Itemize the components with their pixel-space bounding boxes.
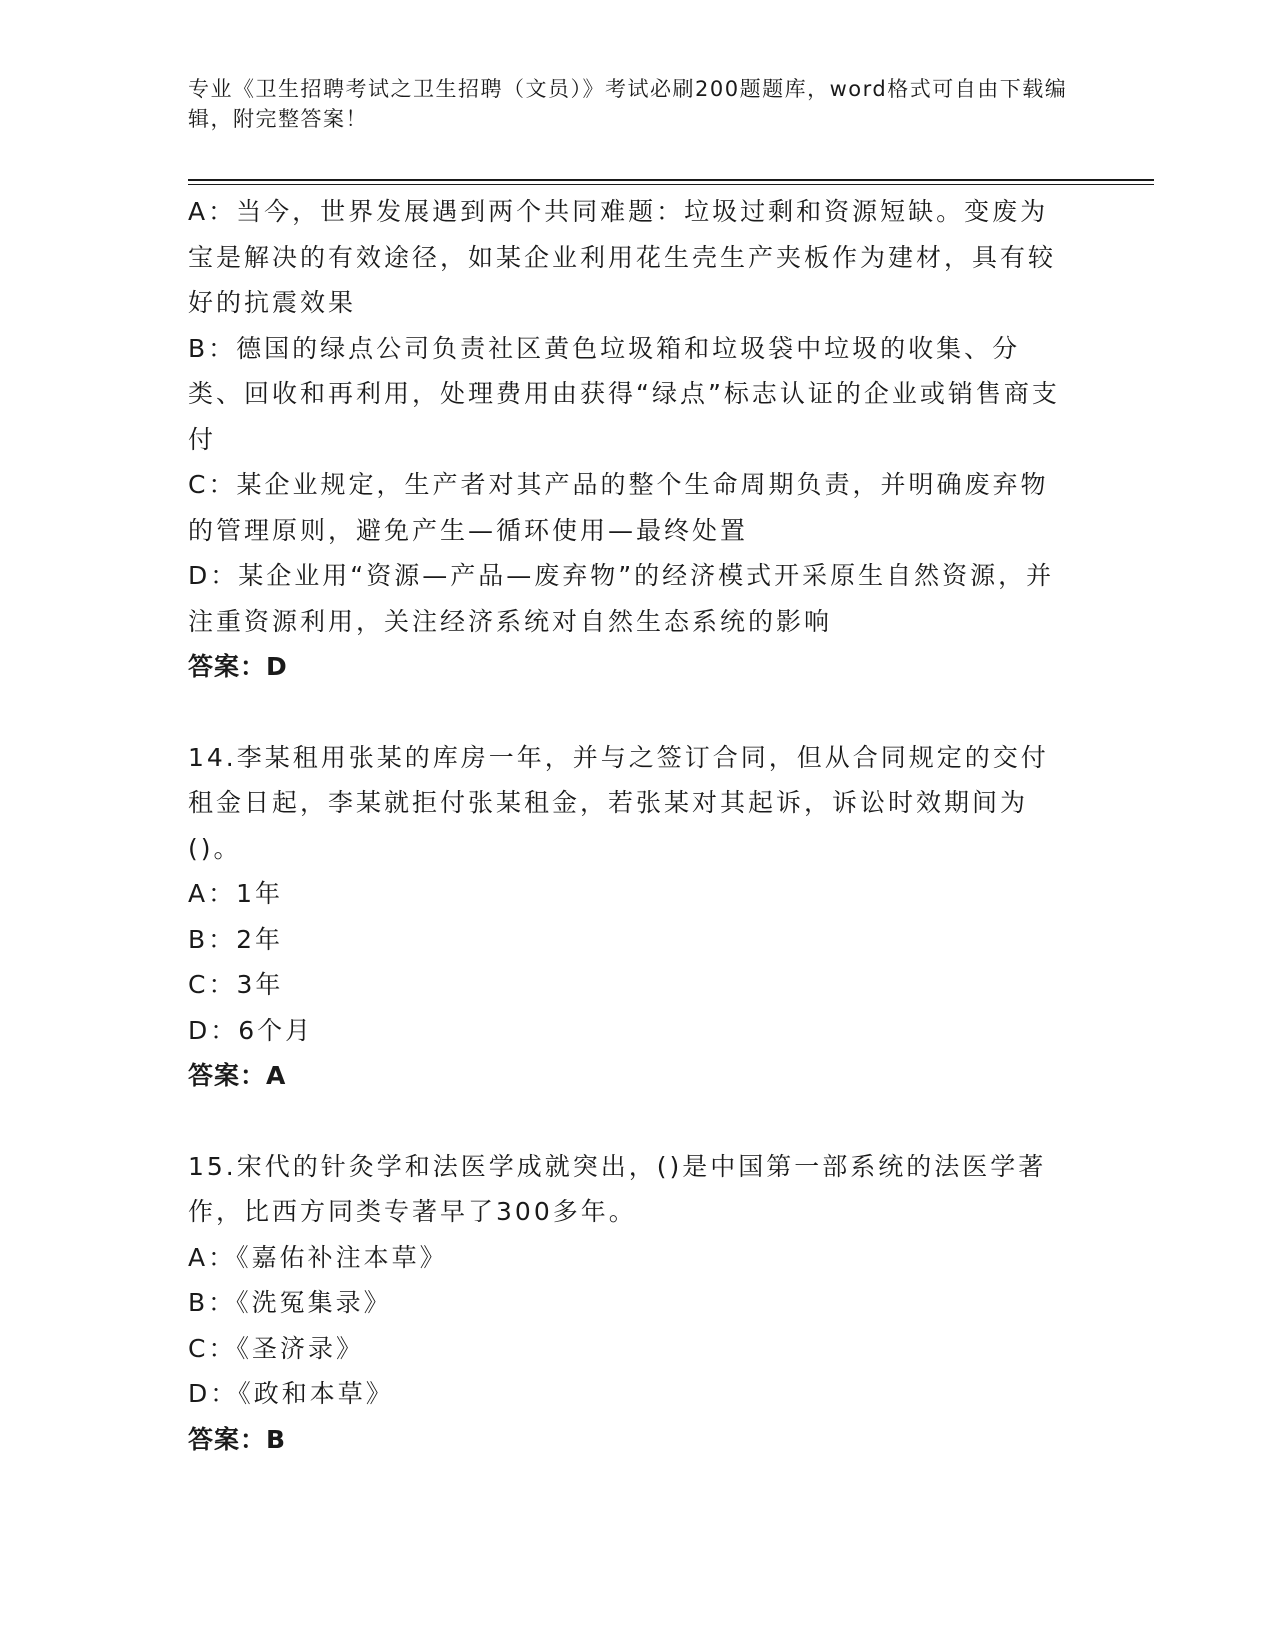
question-stem: 14.李某租用张某的库房一年，并与之签订合同，但从合同规定的交付租金日起，李某就拒付张某租金，若张某对其起诉，诉讼时效期间为()。 — [188, 742, 1049, 863]
header-rule-thick — [188, 179, 1154, 181]
question-stem: 15.宋代的针灸学和法医学成就突出，()是中国第一部系统的法医学著作，比西方同类专著早了300多年。 — [188, 1151, 1047, 1226]
option-c: C：某企业规定，生产者对其产品的整个生命周期负责，并明确废弃物的管理原则，避免产生—循环使用—最终处置 — [188, 470, 1049, 545]
option-d: D：某企业用“资源—产品—废弃物”的经济模式开采原生自然资源，并注重资源利用，关注经济系统对自然生态系统的影响 — [188, 561, 1055, 636]
answer-line: 答案：A — [188, 1061, 287, 1090]
option-a: A：《嘉佑补注本草》 — [188, 1242, 448, 1272]
question-spacer — [188, 690, 1078, 735]
option-c: C：3年 — [188, 970, 284, 999]
option-b: B：德国的绿点公司负责社区黄色垃圾箱和垃圾袋中垃圾的收集、分类、回收和再利用，处理费用由获得“绿点”标志认证的企业或销售商支付 — [188, 333, 1060, 454]
option-d: D：6个月 — [188, 1015, 314, 1045]
answer-line: 答案：D — [188, 652, 288, 681]
option-b: B：2年 — [188, 924, 284, 954]
question-spacer — [188, 1099, 1078, 1144]
option-d: D：《政和本草》 — [188, 1379, 394, 1408]
answer-line: 答案：B — [188, 1424, 287, 1454]
option-b: B：《洗冤集录》 — [188, 1288, 392, 1317]
document-header: 专业《卫生招聘考试之卫生招聘（文员）》考试必刷200题题库，word格式可自由下载编辑，附完整答案！ — [188, 77, 1068, 131]
option-a: A：当今，世界发展遇到两个共同难题：垃圾过剩和资源短缺。变废为宝是解决的有效途径，如某企业利用花生壳生产夹板作为建材，具有较好的抗震效果 — [188, 197, 1057, 317]
option-c: C：《圣济录》 — [188, 1333, 364, 1363]
question-14-block — [188, 735, 1078, 1099]
option-a: A：1年 — [188, 879, 284, 908]
previous-question-block — [188, 189, 1078, 690]
question-15-block — [188, 1144, 1078, 1463]
header-rule-thin — [188, 184, 1154, 185]
question-content — [188, 189, 1078, 1462]
